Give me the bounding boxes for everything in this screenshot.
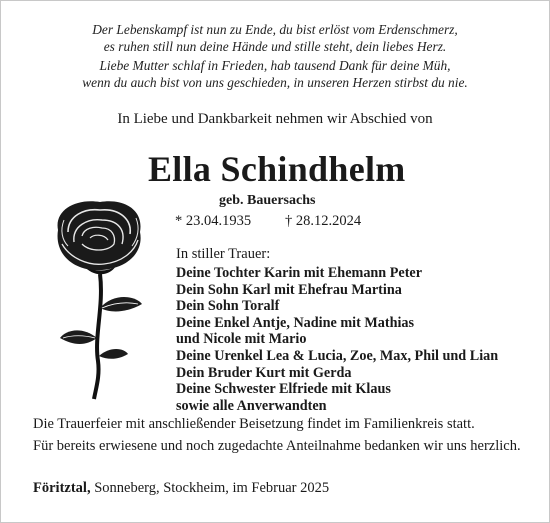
poem-line: Der Lebenskampf ist nun zu Ende, du bist erlöst vom Erdenschmerz,: [92, 22, 458, 37]
list-item: Dein Sohn Karl mit Ehefrau Martina: [176, 281, 402, 298]
poem-stanza-1: [0, 22, 550, 55]
mourner-list: [176, 265, 498, 414]
footer-place: Föritztal,: [33, 480, 91, 496]
list-item: Deine Urenkel Lea & Lucia, Zoe, Max, Phil und Lian: [176, 347, 499, 364]
list-item: Deine Tochter Karin mit Ehemann Peter: [176, 265, 423, 281]
poem-stanza-2: [0, 58, 550, 91]
poem-line: wenn du auch bist von uns geschieden, in unseren Herzen stirbst du nie.: [82, 74, 468, 90]
rose-icon: [24, 196, 174, 401]
footer-line: [33, 480, 329, 497]
birth-date: * 23.04.1935: [175, 213, 252, 229]
thanks-note: Für bereits erwiesene und noch zugedachte Anteilnahme bedanken wir uns herzlich.: [33, 438, 521, 454]
poem-line: es ruhen still nun deine Hände und stille steht, dein liebes Herz.: [103, 38, 447, 54]
deceased-name: Ella Schindhelm: [148, 149, 406, 189]
list-item: Deine Enkel Antje, Nadine mit Mathias: [176, 314, 415, 331]
list-item: Dein Sohn Toralf: [176, 298, 280, 315]
list-item: Dein Bruder Kurt mit Gerda: [176, 364, 352, 381]
maiden-name: geb. Bauersachs: [219, 193, 316, 208]
list-item: und Nicole mit Mario: [176, 331, 307, 348]
footer-rest: Sonneberg, Stockheim, im Februar 2025: [90, 480, 330, 496]
death-date: † 28.12.2024: [285, 213, 362, 229]
intro-text: In Liebe und Dankbarkeit nehmen wir Abschied von: [117, 111, 433, 127]
mourning-title: In stiller Trauer:: [176, 246, 271, 262]
list-item: Deine Schwester Elfriede mit Klaus: [176, 381, 391, 398]
poem-line: Liebe Mutter schlaf in Frieden, hab tausend Dank für deine Müh,: [99, 58, 451, 73]
funeral-note: Die Trauerfeier mit anschließender Beisetzung findet im Familienkreis statt.: [33, 416, 475, 432]
list-item: sowie alle Anverwandten: [176, 397, 327, 414]
